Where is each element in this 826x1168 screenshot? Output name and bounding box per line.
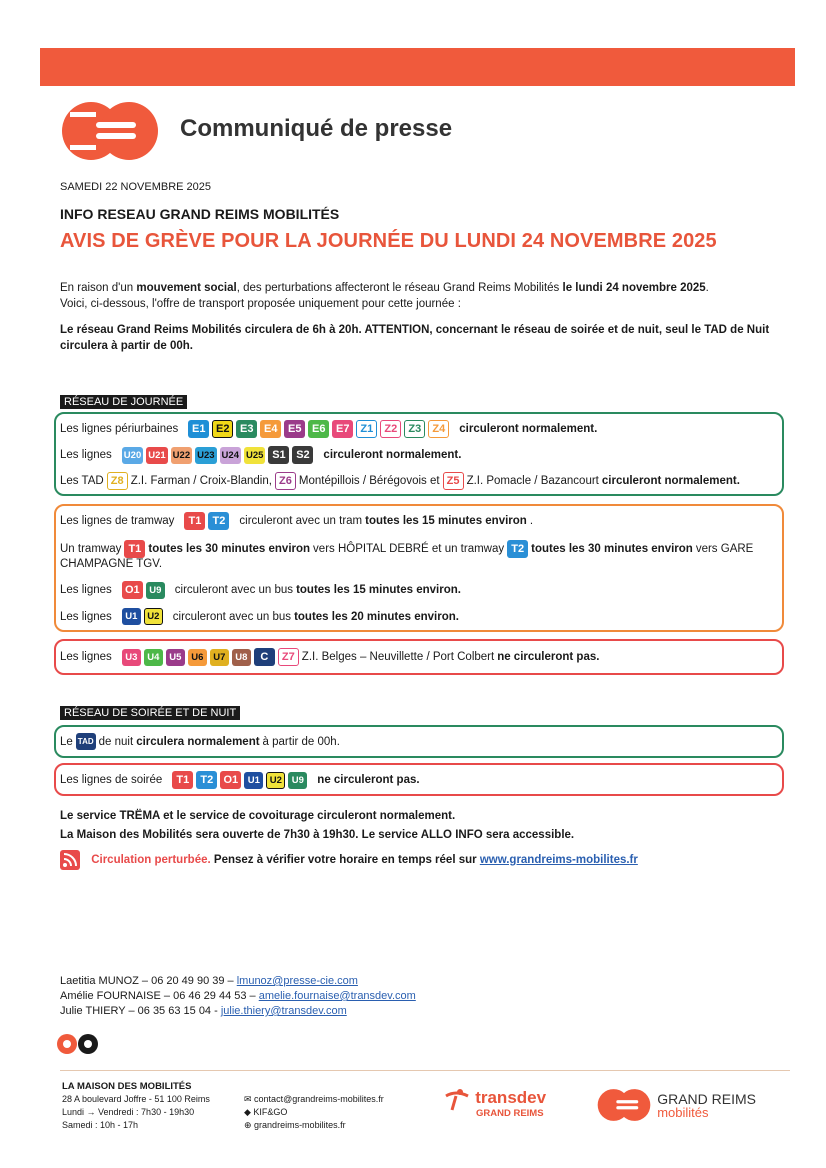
badge-S1: S1 <box>268 446 289 464</box>
press-date: SAMEDI 22 NOVEMBRE 2025 <box>60 181 212 193</box>
intro-paragraph-2: Voici, ci-dessous, l'offre de transport proposée uniquement pour cette journée : <box>60 298 461 310</box>
row-night-tad: Le TAD de nuit circulera normalement à partir de 00h. <box>60 733 340 750</box>
intro-paragraph-1: En raison d'un mouvement social, des perturbations affecteront le réseau Grand Reims Mobilités le lundi 24 novembre 2025. <box>60 282 709 294</box>
website-link[interactable]: www.grandreims-mobilites.fr <box>479 854 638 867</box>
badge-E7: E7 <box>332 420 353 438</box>
section-night-network: RÉSEAU DE SOIRÉE ET DE NUIT <box>60 706 240 720</box>
badge-U5: U5 <box>166 649 185 666</box>
transdev-logo: transdev GRAND REIMS <box>442 1084 546 1119</box>
badge-Z8: Z8 <box>107 472 128 490</box>
badge-E6: E6 <box>308 420 329 438</box>
service-trema: Le service TRËMA et le service de covoiturage circuleront normalement. <box>60 810 456 822</box>
badge-E4: E4 <box>260 420 281 438</box>
press-contacts <box>60 974 416 1019</box>
badge-U2: U2 <box>144 608 163 625</box>
badge-O1-2: O1 <box>220 771 241 789</box>
contact-2: Amélie FOURNAISE – 06 46 29 44 53 – amelie.fournaise@transdev.com <box>60 990 416 1002</box>
row-urban-lines: Les lignes U20 U21 U22 U23 U24 U25 S1 S2 circuleront normalement. <box>60 446 461 464</box>
footer-contact: ✉ contact@grandreims-mobilites.fr ◆ KIF&GO ⊕ grandreims-mobilites.fr <box>244 1094 384 1130</box>
row-u1-u2: Les lignes U1 U2 circuleront avec un bus toutes les 20 minutes environ. <box>60 608 459 625</box>
grand-reims-logo <box>60 100 160 162</box>
badge-E1: E1 <box>188 420 209 438</box>
mail-icon: ✉ <box>244 1094 255 1104</box>
contact-1-email[interactable]: lmunoz@presse-cie.com <box>236 975 358 987</box>
badge-U7: U7 <box>210 649 229 666</box>
badge-U20: U20 <box>122 447 143 464</box>
grand-reims-footer-icon <box>596 1088 652 1122</box>
badge-U3: U3 <box>122 649 141 666</box>
intro-paragraph-3: Le réseau Grand Reims Mobilités circulera de 6h à 20h. ATTENTION, concernant le réseau de soirée et de nuit, seul le TAD de Nuit circulera à partir de 00h. <box>60 324 770 352</box>
badge-TAD: TAD <box>76 733 96 750</box>
badge-Z1: Z1 <box>356 420 377 438</box>
badge-T1: T1 <box>184 512 205 530</box>
badge-U21: U21 <box>146 447 167 464</box>
row-tramway: Les lignes de tramway T1 T2 circuleront avec un tram toutes les 15 minutes environ . <box>60 512 533 530</box>
badge-C: C <box>254 648 275 666</box>
badge-Z2: Z2 <box>380 420 401 438</box>
rss-icon <box>60 850 80 870</box>
section-day-network: RÉSEAU DE JOURNÉE <box>60 395 187 409</box>
contact-2-email[interactable]: amelie.fournaise@transdev.com <box>258 990 416 1002</box>
badge-S2: S2 <box>292 446 313 464</box>
badge-Z6: Z6 <box>275 472 296 490</box>
badge-U6: U6 <box>188 649 207 666</box>
badge-O1: O1 <box>122 581 143 599</box>
badge-Z7: Z7 <box>278 648 299 666</box>
app-icon: ◆ <box>244 1107 254 1117</box>
badge-T2-3: T2 <box>196 771 217 789</box>
grand-reims-footer-logo: GRAND REIMS mobilités <box>596 1088 756 1122</box>
row-periurban: Les lignes périurbaines E1 E2 E3 E4 E5 E6 E7 Z1 Z2 Z3 Z4 circuleront normalement. <box>60 420 597 438</box>
contact-1: Laetitia MUNOZ – 06 20 49 90 39 – lmunoz@presse-cie.com <box>60 975 358 987</box>
badge-U24: U24 <box>220 447 241 464</box>
realtime-notice: Circulation perturbée. Pensez à vérifier votre horaire en temps réel sur www.grandreims-mobilites.fr <box>60 850 638 870</box>
transdev-icon <box>442 1084 472 1112</box>
badge-E3: E3 <box>236 420 257 438</box>
badge-U9: U9 <box>146 582 165 599</box>
badge-T1-2: T1 <box>124 540 145 558</box>
badge-U25: U25 <box>244 447 265 464</box>
badge-U1-2: U1 <box>244 772 263 789</box>
page-title: Communiqué de presse <box>180 115 453 142</box>
badge-Z5: Z5 <box>443 472 464 490</box>
badge-E5: E5 <box>284 420 305 438</box>
badge-T1-3: T1 <box>172 771 193 789</box>
badge-U4: U4 <box>144 649 163 666</box>
badge-T2: T2 <box>208 512 229 530</box>
row-evening-lines: Les lignes de soirée T1 T2 O1 U1 U2 U9 ne circuleront pas. <box>60 771 420 789</box>
row-tram-destination-cont: CHAMPAGNE TGV. <box>60 558 163 570</box>
row-tad: Les TAD Z8 Z.I. Farman / Croix-Blandin, Z6 Montépillois / Bérégovois et Z5 Z.I. Pomacle / Bazancourt circuleront normalement. <box>60 472 740 490</box>
footer-maison: LA MAISON DES MOBILITÉS 28 A boulevard Joffre - 51 100 Reims Lundi → Vendredi : 7h30 - 19h30 Samedi : 10h - 17h <box>62 1081 210 1130</box>
badge-U1: U1 <box>122 608 141 625</box>
badge-Z3: Z3 <box>404 420 425 438</box>
strike-heading: AVIS DE GRÈVE POUR LA JOURNÉE DU LUNDI 24 NOVEMBRE 2025 <box>60 230 717 252</box>
contact-3-email[interactable]: julie.thiery@transdev.com <box>220 1005 347 1017</box>
badge-U23: U23 <box>195 447 216 464</box>
globe-icon: ⊕ <box>244 1120 255 1130</box>
badge-U2-2: U2 <box>266 772 285 789</box>
info-heading: INFO RESEAU GRAND REIMS MOBILITÉS <box>60 206 340 222</box>
badge-U8: U8 <box>232 649 251 666</box>
top-banner <box>40 48 795 86</box>
row-tram-destinations: Un tramway T1 toutes les 30 minutes environ vers HÔPITAL DEBRÉ et un tramway T2 toutes les 30 minutes environ vers GARE <box>60 540 753 558</box>
footer-divider <box>60 1070 790 1071</box>
badge-U22: U22 <box>171 447 192 464</box>
badge-T2-2: T2 <box>507 540 528 558</box>
row-stopped: Les lignes U3 U4 U5 U6 U7 U8 C Z7 Z.I. Belges – Neuvillette / Port Colbert ne circuleront pas. <box>60 648 599 666</box>
service-maison: La Maison des Mobilités sera ouverte de 7h30 à 19h30. Le service ALLO INFO sera accessible. <box>60 829 575 841</box>
contact-3: Julie THIERY – 06 35 63 15 04 - julie.thiery@transdev.com <box>60 1005 347 1017</box>
badge-E2: E2 <box>212 420 233 438</box>
dots-icon <box>56 1033 100 1055</box>
badge-Z4: Z4 <box>428 420 449 438</box>
row-o1-u9: Les lignes O1 U9 circuleront avec un bus toutes les 15 minutes environ. <box>60 581 461 599</box>
badge-U9-2: U9 <box>288 772 307 789</box>
